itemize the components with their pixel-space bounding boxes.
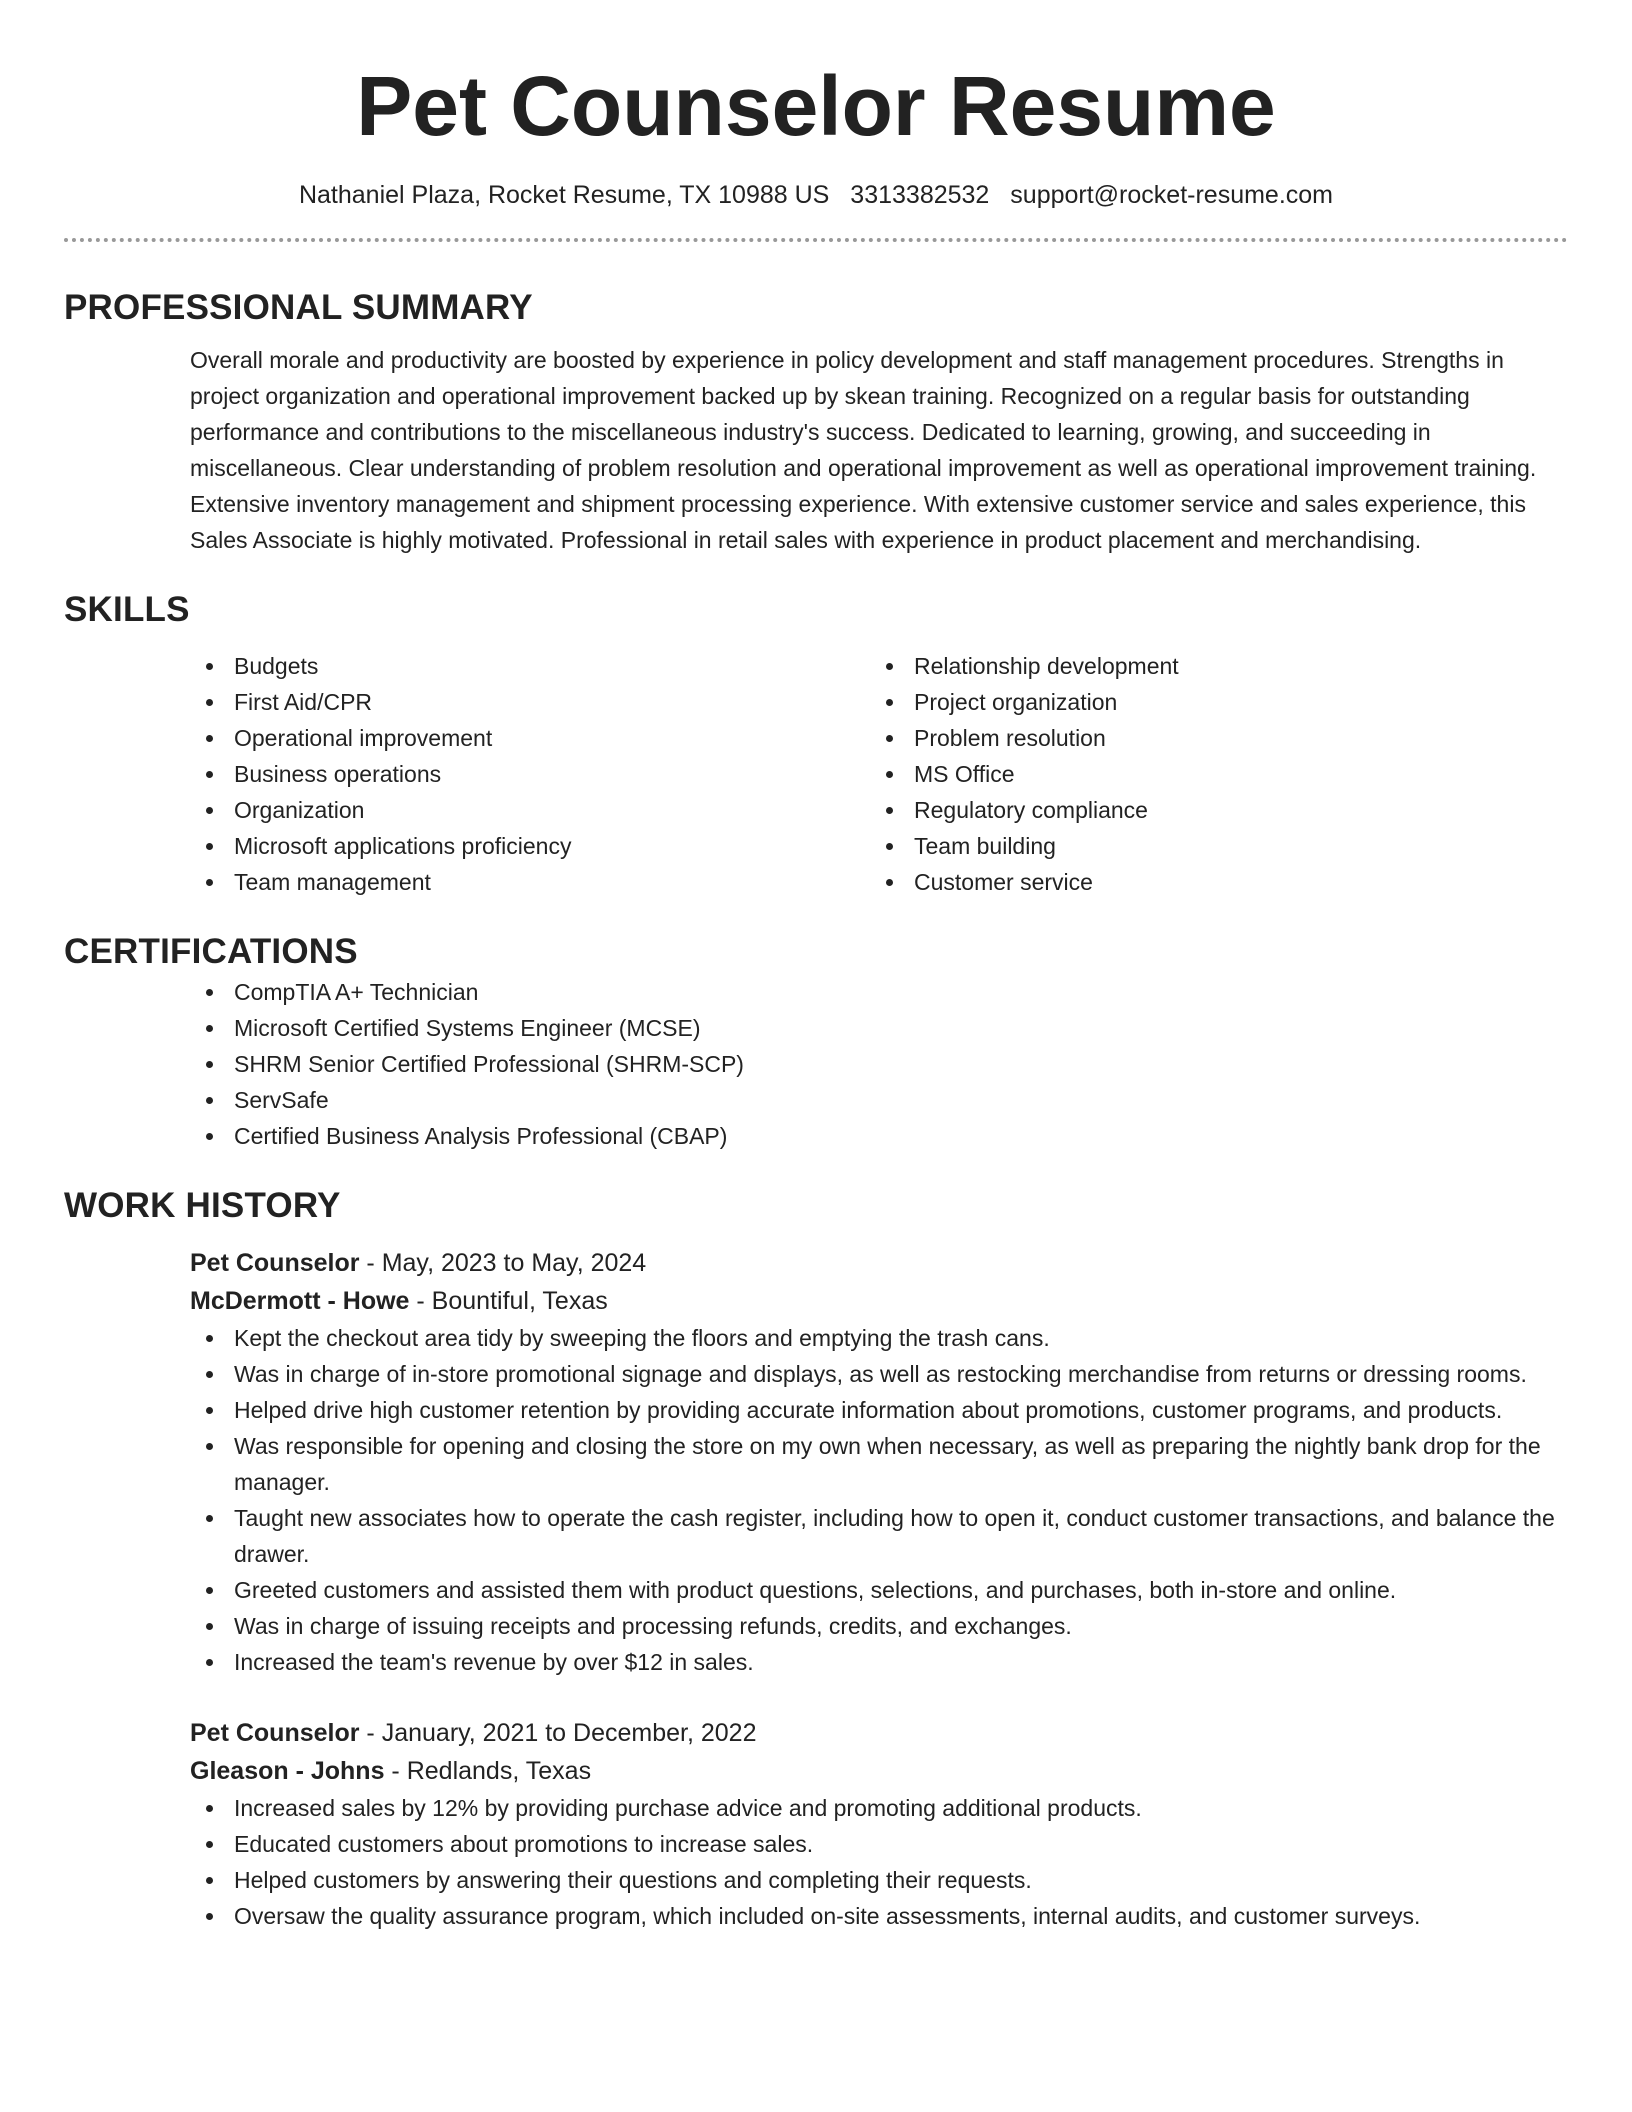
work-history-heading: WORK HISTORY	[64, 1186, 341, 1225]
job-title: Pet Counselor	[190, 1719, 360, 1747]
skill-item: Organization	[190, 792, 870, 828]
job-duty: Increased the team's revenue by over $12 in sales.	[190, 1644, 1568, 1680]
skill-item: Regulatory compliance	[870, 792, 1550, 828]
skill-item: First Aid/CPR	[190, 684, 870, 720]
skill-item: Business operations	[190, 756, 870, 792]
job-duties-list	[190, 1320, 1568, 1680]
job-company-line	[190, 1282, 1568, 1320]
job-entry	[190, 1244, 1568, 1680]
job-entry	[190, 1714, 1568, 1934]
summary-heading: PROFESSIONAL SUMMARY	[64, 288, 533, 327]
skill-item: Budgets	[190, 648, 870, 684]
job-duty: Increased sales by 12% by providing purchase advice and promoting additional products.	[190, 1790, 1568, 1826]
certification-item: Microsoft Certified Systems Engineer (MCSE)	[190, 1010, 1568, 1046]
job-duty: Was responsible for opening and closing the store on my own when necessary, as well as preparing the nightly bank drop for the manager.	[190, 1428, 1568, 1500]
job-duty: Helped drive high customer retention by providing accurate information about promotions, customer programs, and products.	[190, 1392, 1568, 1428]
header-divider	[64, 238, 1568, 242]
skill-item: Team management	[190, 864, 870, 900]
job-company: Gleason - Johns	[190, 1757, 385, 1785]
skill-item: Customer service	[870, 864, 1550, 900]
certifications-section	[190, 974, 1568, 1154]
certification-item: SHRM Senior Certified Professional (SHRM-SCP)	[190, 1046, 1568, 1082]
certification-item: Certified Business Analysis Professional (CBAP)	[190, 1118, 1568, 1154]
job-duty: Educated customers about promotions to increase sales.	[190, 1826, 1568, 1862]
job-duty: Was in charge of issuing receipts and processing refunds, credits, and exchanges.	[190, 1608, 1568, 1644]
contact-email: support@rocket-resume.com	[1010, 181, 1334, 209]
skills-heading: SKILLS	[64, 590, 190, 629]
certifications-list	[190, 974, 1568, 1154]
skills-list-right	[870, 648, 1550, 900]
contact-phone: 3313382532	[850, 181, 990, 209]
job-duty: Taught new associates how to operate the cash register, including how to open it, conduct customer transactions, and balance the drawer.	[190, 1500, 1568, 1572]
skills-section	[190, 648, 1568, 900]
work-history-section	[190, 1244, 1568, 1934]
job-title: Pet Counselor	[190, 1249, 360, 1277]
contact-info	[64, 178, 1568, 212]
summary-section	[190, 342, 1568, 558]
job-duty: Helped customers by answering their questions and completing their requests.	[190, 1862, 1568, 1898]
skill-item: MS Office	[870, 756, 1550, 792]
skills-list-left	[190, 648, 870, 900]
job-dates: - January, 2021 to December, 2022	[359, 1719, 757, 1747]
job-location: - Bountiful, Texas	[409, 1287, 608, 1315]
job-company-line	[190, 1752, 1568, 1790]
skill-item: Operational improvement	[190, 720, 870, 756]
skill-item: Problem resolution	[870, 720, 1550, 756]
contact-address: Nathaniel Plaza, Rocket Resume, TX 10988 US	[298, 181, 830, 209]
summary-text: Overall morale and productivity are boosted by experience in policy development and staff management procedures. Strengths in project organization and operational improvement backed up by skean training. Recognized on a regular basis for outstanding performance and contributions to the miscellaneous industry's success. Dedicated to learning, growing, and succeeding in miscellaneous. Clear understanding of problem resolution and operational improvement as well as operational improvement training. Extensive inventory management and shipment processing experience. With extensive customer service and sales experience, this Sales Associate is highly motivated. Professional in retail sales with experience in product placement and merchandising.	[190, 347, 1537, 553]
job-title-line	[190, 1244, 1568, 1282]
job-duty: Oversaw the quality assurance program, which included on-site assessments, internal audits, and customer surveys.	[190, 1898, 1568, 1934]
certification-item: ServSafe	[190, 1082, 1568, 1118]
job-duty: Kept the checkout area tidy by sweeping the floors and emptying the trash cans.	[190, 1320, 1568, 1356]
skill-item: Team building	[870, 828, 1550, 864]
skill-item: Relationship development	[870, 648, 1550, 684]
certification-item: CompTIA A+ Technician	[190, 974, 1568, 1010]
skill-item: Project organization	[870, 684, 1550, 720]
job-dates: - May, 2023 to May, 2024	[359, 1249, 647, 1277]
job-title-line	[190, 1714, 1568, 1752]
skill-item: Microsoft applications proficiency	[190, 828, 870, 864]
job-duty: Greeted customers and assisted them with product questions, selections, and purchases, both in-store and online.	[190, 1572, 1568, 1608]
skills-grid	[190, 648, 1568, 900]
page-title: Pet Counselor Resume	[356, 59, 1276, 153]
job-duty: Was in charge of in-store promotional signage and displays, as well as restocking merchandise from returns or dressing rooms.	[190, 1356, 1568, 1392]
job-location: - Redlands, Texas	[384, 1757, 592, 1785]
certifications-heading: CERTIFICATIONS	[64, 932, 358, 971]
job-duties-list	[190, 1790, 1568, 1934]
job-company: McDermott - Howe	[190, 1287, 410, 1315]
